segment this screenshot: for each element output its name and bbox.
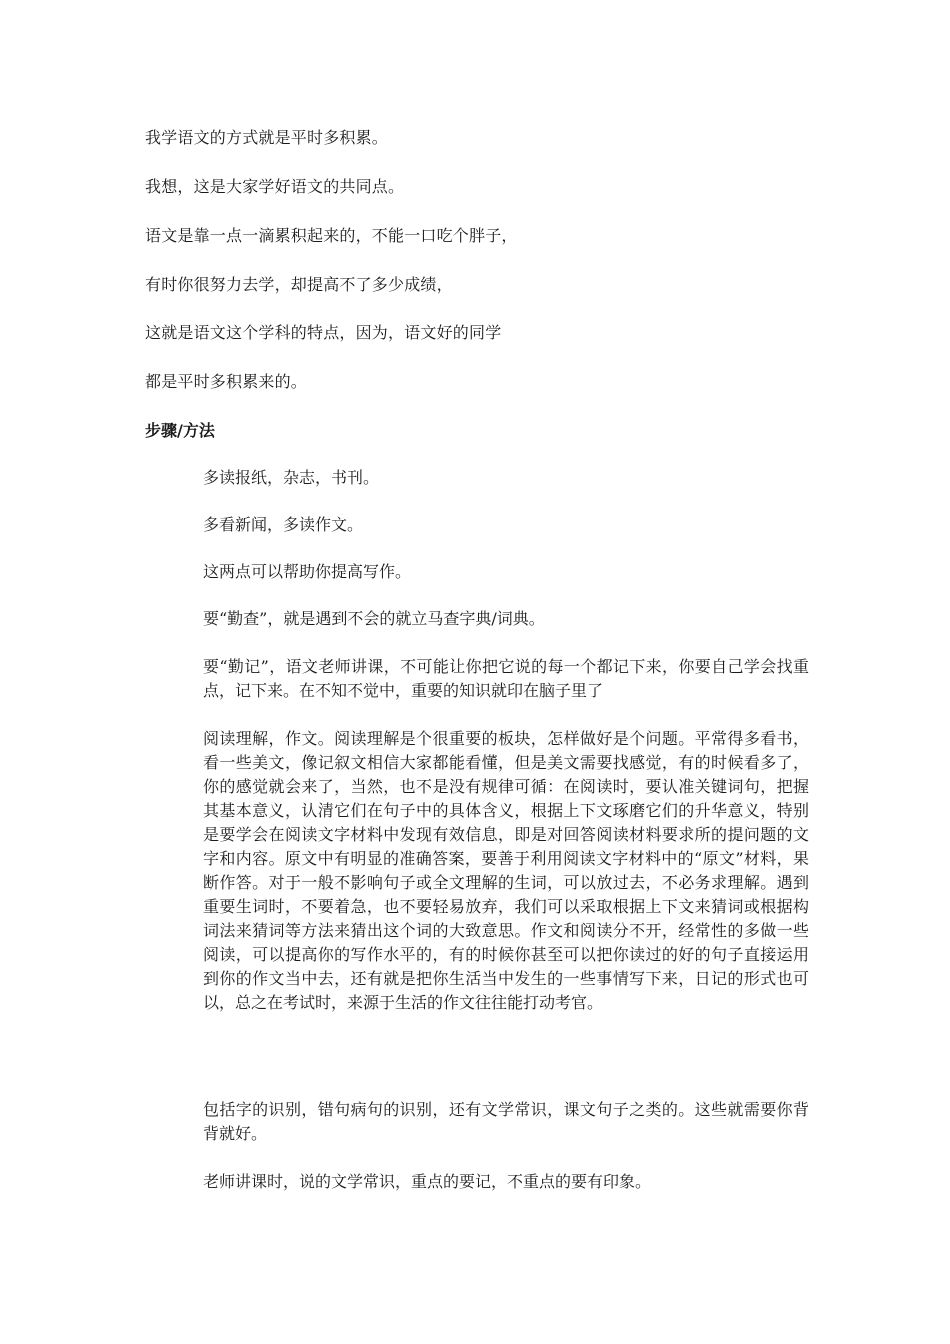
intro-line-3: 语文是靠一点一滴累积起来的，不能一口吃个胖子， [145, 226, 518, 245]
intro-line-5: 这就是语文这个学科的特点，因为，语文好的同学 [145, 323, 502, 342]
step-3-text: 这两点可以帮助你提高写作。 [203, 562, 412, 581]
step-paragraph-6: 阅读理解，作文。阅读理解是个很重要的板块，怎样做好是个问题。平常得多看书，看一些美文，像记叙文相信大家都能看懂，但是美文需要找感觉，有的时候看多了，你的感觉就会来了，当然，也不是没有规律可循：在阅读时，要认准关键词句，把握其基本意义，认清它们在句子中的具体含义，根据上下文琢磨它们的升华意义，特别是要学会在阅读文字材料中发现有效信息，即是对回答阅读材料要求所的提问题的文字和内容。原文中有明显的准确答案，要善于利用阅读文字材料中的“原文”材料，果断作答。对于一般不影响句子或全文理解的生词，可以放过去，不必务求理解。遇到重要生词时，不要着急，也不要轻易放弃，我们可以采取根据上下文来猜词或根据构词法来猜词等方法来猜出这个词的大致意思。作文和阅读分不开，经常性的多做一些阅读，可以提高你的写作水平的，有的时候你甚至可以把你读过的好的句子直接运用到你的作文当中去，还有就是把你生活当中发生的一些事情写下来，日记的形式也可以，总之在考试时，来源于生活的作文往往能打动考官。 [203, 729, 809, 1012]
step-paragraph-7: 包括字的识别，错句病句的识别，还有文学常识，课文句子之类的。这些就需要你背背就好。 [203, 1100, 809, 1143]
intro-line-6: 都是平时多积累来的。 [145, 372, 308, 391]
step-paragraph-1: 多读报纸，杂志，书刊。 [203, 468, 380, 487]
intro-line-2: 我想，这是大家学好语文的共同点。 [145, 177, 405, 196]
step-paragraph-8: 老师讲课时，说的文学常识，重点的要记，不重点的要有印象。 [203, 1172, 652, 1191]
step-paragraph-4: 要“勤查”，就是遇到不会的就立马查字典/词典。 [203, 609, 545, 628]
step-paragraph-2: 多看新闻，多读作文。 [203, 515, 364, 534]
step-paragraph-3 [203, 560, 809, 584]
intro-line-1: 我学语文的方式就是平时多积累。 [145, 128, 389, 147]
step-paragraph-5: 要“勤记”，语文老师讲课，不可能让你把它说的每一个都记下来，你要自己学会找重点，记下来。在不知不觉中，重要的知识就印在脑子里了 [203, 657, 809, 700]
intro-line-4: 有时你很努力去学，却提高不了多少成绩， [145, 275, 453, 294]
section-heading: 步骤/方法 [145, 421, 215, 440]
